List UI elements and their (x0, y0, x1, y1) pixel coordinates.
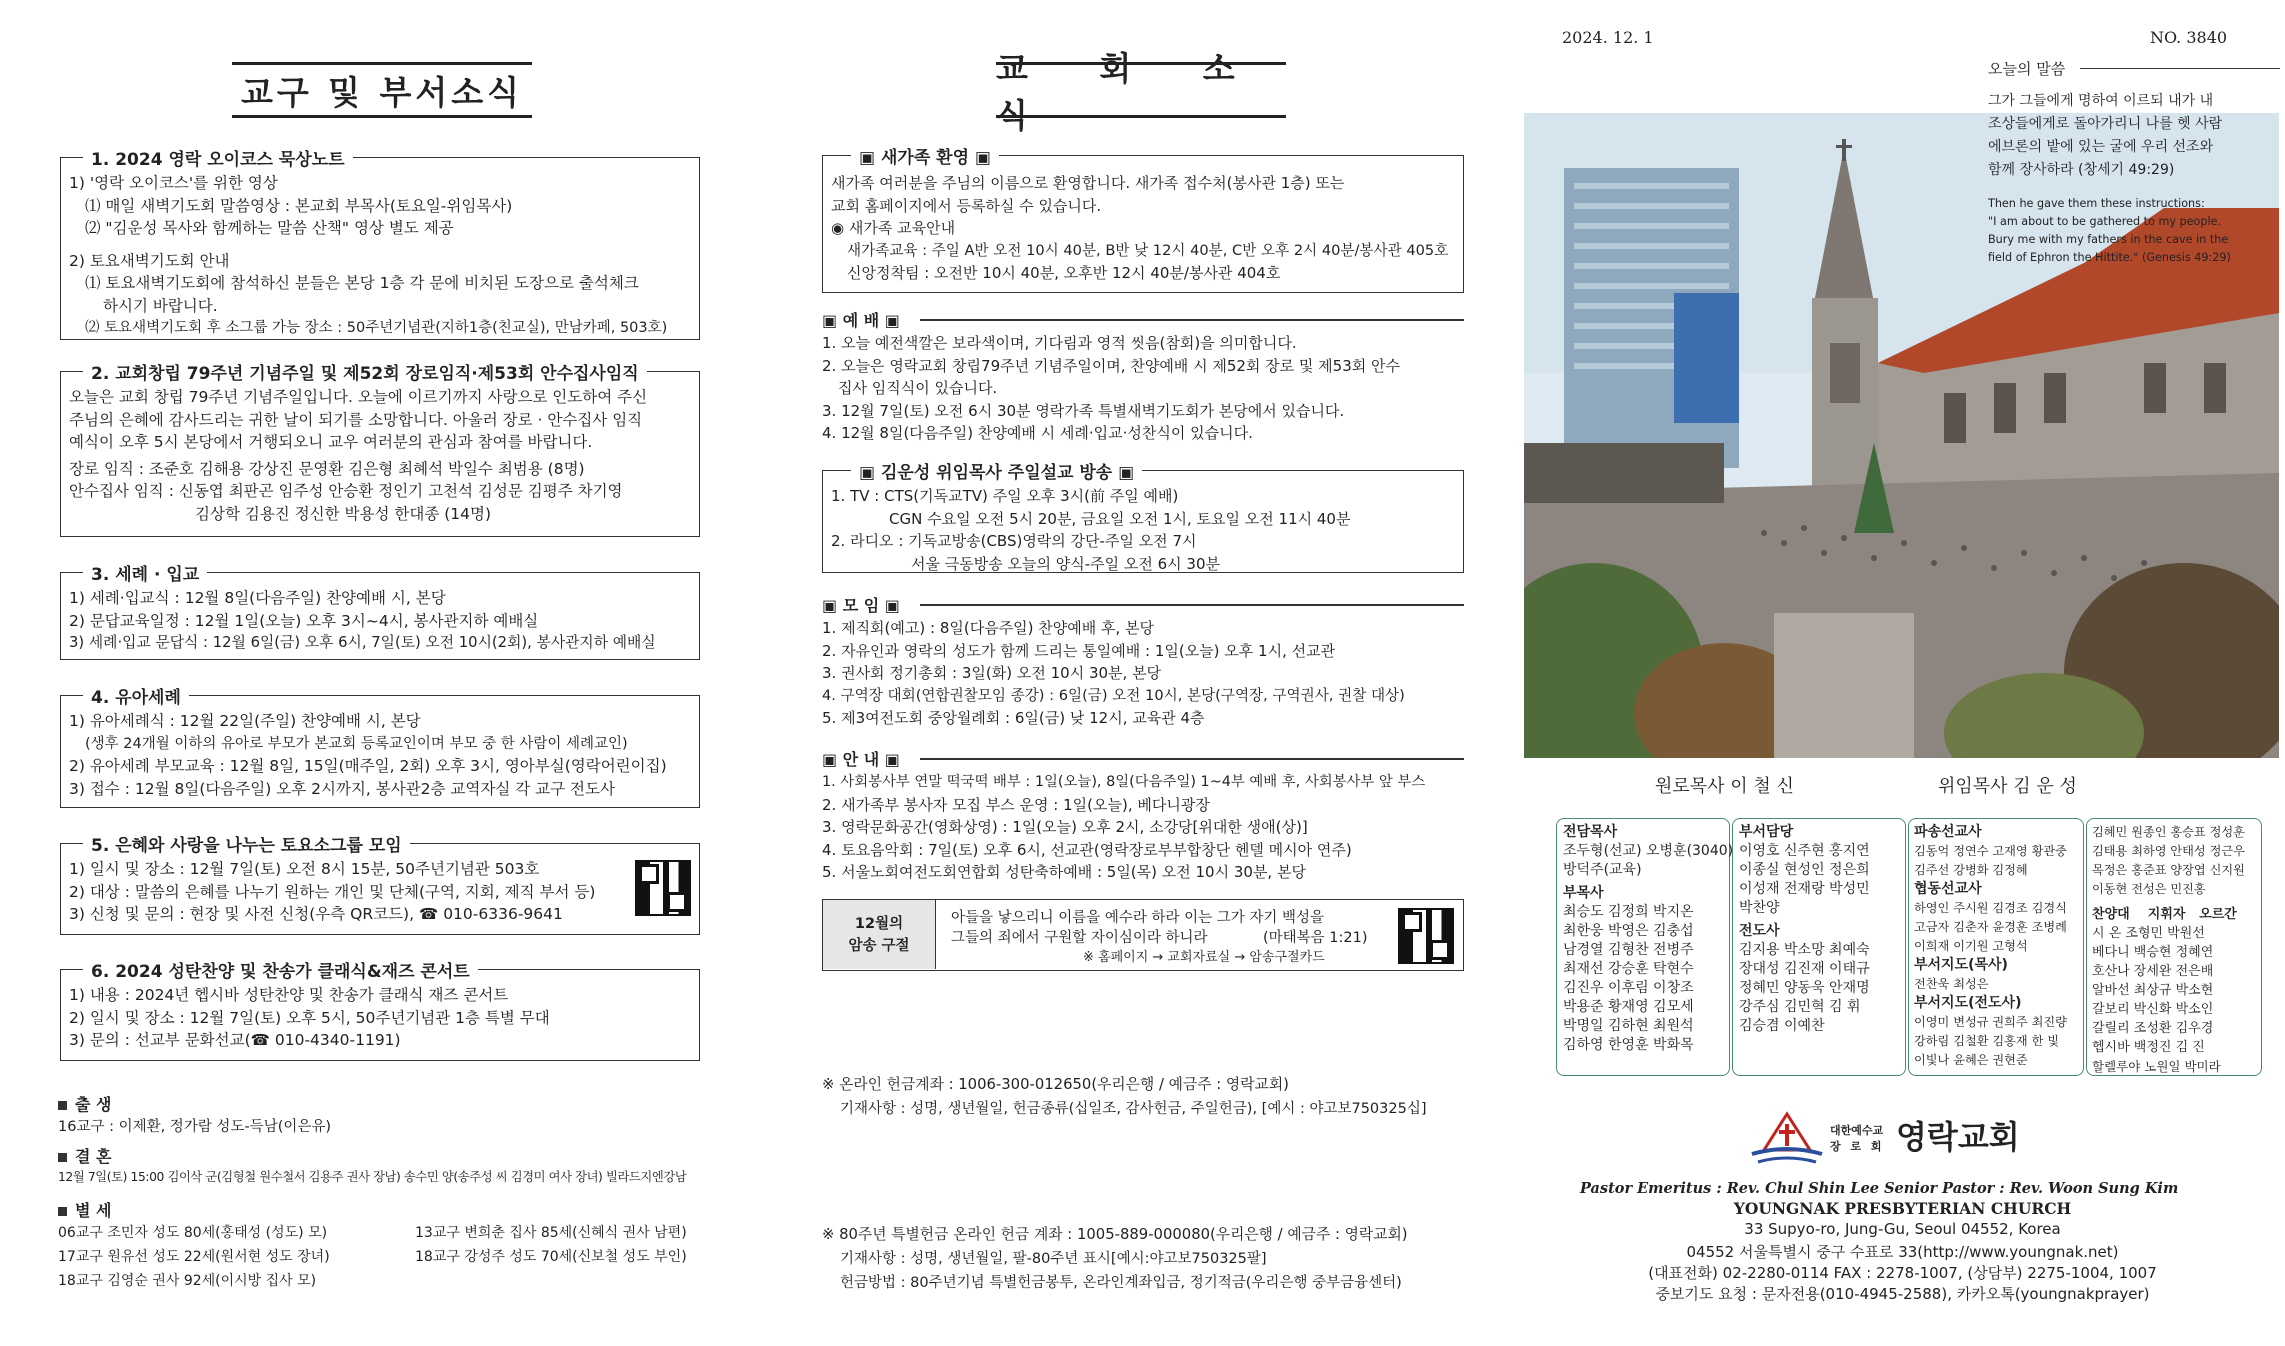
choir-row: 시 온 조형민 박원선 (2092, 926, 2205, 941)
section-oikos (60, 150, 700, 340)
word-title: 오늘의 말씀 (1988, 60, 2066, 78)
line: 1) 유아세례식 : 12월 22일(주일) 찬양예배 시, 본당 (69, 712, 421, 730)
staff-row: 최재선 강승훈 탁현수 (1563, 961, 1694, 977)
funeral-entry: 17교구 원유선 성도 22세(원서현 성도 장녀) (58, 1249, 330, 1265)
special-offering-method: 헌금방법 : 80주년기념 특별헌금봉투, 온라인계좌입금, 정기적금(우리은행 중부금융센터) (840, 1275, 1402, 1291)
birth-title: 출 생 (58, 1092, 111, 1115)
section-title-text: 새가족 환영 (880, 148, 970, 168)
line: 2) 유아세례 부모교육 : 12월 8일, 15일(매주일, 2회) 오후 3시, 영아부실(영락어린이집) (69, 757, 667, 775)
wedding-title: 결 혼 (58, 1144, 111, 1167)
qr-code-icon[interactable] (635, 860, 691, 916)
word-korean (1988, 90, 2222, 182)
line: 2) 문답교육일정 : 12월 1일(오늘) 오후 3시~4시, 봉사관지하 예배실 (69, 611, 539, 630)
line: "I am about to be gathered to my people. (1988, 215, 2222, 228)
online-offering-account: ※ 온라인 헌금계좌 : 1006-300-012650(우리은행 / 예금주 : 영락교회) (822, 1076, 1289, 1093)
staff-row: 박용준 황재영 김모세 (1563, 999, 1694, 1015)
staff-heading: 부서담당 (1739, 824, 1794, 840)
section-title: ▣ 모 임 ▣ (822, 596, 900, 615)
prayer-request: 중보기도 요청 : 문자전용(010-4945-2588), 카카오톡(youngnakprayer) (1655, 1285, 2150, 1303)
staff-table (1914, 823, 2071, 1070)
line: 새가족교육 : 주일 A반 오전 10시 40분, B반 낮 12시 40분, C반 오후 2시 40분/봉사관 405호 (847, 241, 1449, 259)
section-title: 5. 은혜와 사랑을 나누는 토요소그룹 모임 (83, 831, 410, 856)
pastor-emeritus: 원로목사 이 철 신 (1655, 776, 1794, 797)
senior-pastor: 위임목사 김 운 성 (1938, 776, 2077, 797)
staff-row: 강주심 김민혁 김 휘 (1739, 999, 1861, 1015)
memory-label (823, 900, 936, 969)
staff-row: 김동억 정연수 고재영 황관중 (1914, 844, 2067, 858)
page-left (0, 0, 760, 1346)
section-title: ▣ 안 내 ▣ (822, 750, 900, 769)
staff-row: 남경열 김형찬 전병주 (1563, 942, 1694, 958)
section-body (69, 587, 656, 655)
address-korean[interactable]: 04552 서울특별시 중구 수표로 33(http://www.youngnak.net) (1686, 1243, 2119, 1261)
qr-code-icon[interactable] (1398, 908, 1454, 964)
funeral-entry: 18교구 김영순 권사 92세(이시방 집사 모) (58, 1273, 317, 1289)
line: 3. 권사회 정기총회 : 3일(화) 오전 10시 30분, 본당 (822, 664, 1162, 682)
line: (생후 24개월 이하의 유아로 부모가 본교회 등록교인이며 부모 중 한 사람이 세례교인) (85, 735, 628, 752)
church-logo-svg (1748, 1110, 1826, 1168)
staff-row: 조두형(선교) 오병훈(3040) (1563, 843, 1734, 859)
line: ⑵ "김운성 목사와 함께하는 말씀 산책" 영상 별도 제공 (85, 219, 454, 237)
staff-row: 강하림 김철환 김홍재 한 빛 (1914, 1034, 2060, 1048)
line: 1. TV : CTS(기독교TV) 주일 오후 3시(前 주일 예배) (831, 487, 1179, 505)
divider (2080, 68, 2280, 69)
line: 3) 접수 : 12월 8일(다음주일) 오후 2시까지, 봉사관2층 교역자실 각 교구 전도사 (69, 779, 615, 798)
staff-col-1 (1556, 818, 1734, 1076)
page-right (1520, 0, 2285, 1346)
line: 3. 12월 7일(토) 오전 6시 30분 영락가족 특별새벽기도회가 본당에서 있습니다. (822, 401, 1345, 420)
staff-row: 김혜민 원종인 홍승표 정성훈 (2092, 825, 2245, 839)
line: Bury me with my fathers in the cave in the (1988, 233, 2229, 246)
memory-verse-link[interactable]: ※ 홈페이지 → 교회자료실 → 암송구절카드 (1083, 950, 1325, 965)
section-title-text: 예 배 (842, 311, 880, 330)
line: 2) 토요새벽기도회 안내 (69, 251, 230, 270)
staff-row: 고금자 김춘자 윤경훈 조병례 (1914, 920, 2067, 934)
section-body (831, 172, 1448, 285)
staff-row: 김승겸 이예찬 (1739, 1018, 1825, 1034)
line: 2. 라디오 : 기독교방송(CBS)영락의 강단-주일 오전 7시 (831, 532, 1197, 550)
staff-row: 이영호 신주현 홍지연 (1739, 843, 1870, 859)
choir-row: 알바선 최상규 박소현 (2092, 983, 2214, 998)
choir-row: 갈보리 박신화 박소인 (2092, 1002, 2214, 1017)
line: 1) '영락 오이코스'를 위한 영상 (69, 174, 278, 192)
choir-heading-cell: 찬양대 (2092, 907, 2130, 922)
section-body (69, 386, 647, 525)
line: 2. 자유인과 영락의 성도가 함께 드리는 통일예배 : 1일(오늘) 오후 1시, 선교관 (822, 641, 1336, 660)
staff-heading: 전도사 (1739, 923, 1780, 939)
line: 1. 오늘 예전색깔은 보라색이며, 기다림과 영적 씻음(참회)을 의미합니다. (822, 334, 1297, 352)
staff-heading: 부서지도(전도사) (1914, 995, 2022, 1011)
staff-row: 이빛나 윤혜은 권현준 (1914, 1053, 2028, 1067)
special-offering-account: ※ 80주년 특별헌금 온라인 헌금 계좌 : 1005-889-000080(우리은행 / 예금주 : 영락교회) (822, 1226, 1408, 1243)
staff-row: 정혜민 양동욱 안재명 (1739, 980, 1870, 996)
section-broadcast (822, 463, 1464, 573)
section-title: 4. 유아세례 (83, 683, 189, 708)
staff-row: 장대성 김진재 이태규 (1739, 961, 1870, 977)
wedding-text: 12월 7일(토) 15:00 김이삭 군(김형철 원수철서 김용주 권사 장남) 송수민 양(송주성 씨 김경미 여사 장녀) 빌라드지엔강남 (58, 1170, 687, 1184)
line: 예식이 오후 5시 본당에서 거행되오니 교우 여러분의 관심과 참여를 바랍니다. (69, 433, 593, 451)
line: 교회 홈페이지에서 등록하실 수 있습니다. (831, 196, 1102, 215)
section-title-text: 안 내 (842, 750, 880, 769)
line: 김상학 김용진 정신한 박용성 한대종 (14명) (195, 504, 492, 523)
choir-row: 호산나 장세완 전은배 (2092, 964, 2214, 979)
section-welcome (822, 148, 1464, 293)
section-anniversary (60, 364, 700, 537)
online-offering-note: 기재사항 : 성명, 생년월일, 헌금종류(십일조, 감사헌금, 주일헌금), [예시 : 야고보750325십] (840, 1101, 1427, 1117)
section-body (831, 485, 1350, 575)
staff-table (2092, 823, 2249, 1076)
line: 조상들에게로 돌아가리니 나를 헷 사람 (1988, 116, 2223, 132)
section-meetings (822, 617, 1405, 730)
staff-row: 김하영 한영훈 박화목 (1563, 1037, 1694, 1053)
line: 3) 세례·입교 문답식 : 12월 6일(금) 오후 6시, 7일(토) 오전 10시(2회), 봉사관지하 예배실 (69, 634, 656, 651)
staff-heading: 전담목사 (1563, 824, 1618, 840)
line: Then he gave them these instructions: (1988, 197, 2205, 210)
line: 1. 사회봉사부 연말 떡국떡 배부 : 1일(오늘), 8일(다음주일) 1~4부 예배 후, 사회봉사부 앞 부스 (822, 774, 1426, 790)
choir-row: 베다니 백승현 정혜연 (2092, 945, 2214, 960)
staff-heading: 부서지도(목사) (1914, 957, 2008, 973)
line: ◉ 새가족 교육안내 (831, 219, 956, 237)
line: 주님의 은혜에 감사드리는 귀한 날이 되기를 소망합니다. 아울러 장로 · 안수집사 임직 (69, 410, 643, 429)
special-offering-note: 기재사항 : 성명, 생년월일, 팔-80주년 표시[예시:야고보750325팔] (840, 1251, 1267, 1267)
staff-row: 목정은 홍준표 양장엽 신지원 (2092, 863, 2245, 877)
line: 3) 신청 및 문의 : 현장 및 사전 신청(우측 QR코드), ☎ 010-6336-9641 (69, 905, 563, 923)
line: 5. 서울노회여전도회연합회 성탄축하예배 : 5일(목) 오전 10시 30분, 본당 (822, 863, 1306, 881)
funeral-title: 별 세 (58, 1198, 111, 1221)
line: 함께 장사하라 (창세기 49:29) (1988, 162, 2175, 178)
section-notice (822, 771, 1425, 884)
line: 그가 그들에게 명하여 이르되 내가 내 (1988, 93, 2214, 109)
line: 오늘은 교회 창립 79주년 기념주일입니다. 오늘에 이르기까지 사랑으로 인도하여 주신 (69, 388, 648, 406)
funeral-entry: 06교구 조민자 성도 80세(홍태성 (성도) 모) (58, 1225, 328, 1241)
staff-table (1563, 823, 1737, 1055)
staff-row: 박명일 김하현 최원석 (1563, 1018, 1694, 1034)
choir-heading (2092, 899, 2249, 924)
section-title: ▣ 새가족 환영 ▣ (851, 143, 999, 168)
choir-row: 할렐루야 노원일 박미라 (2092, 1059, 2221, 1074)
logo-church-name: 영락교회 (1896, 1118, 2020, 1156)
line: 4. 구역장 대회(연합권찰모임 종강) : 6일(금) 오전 10시, 본당(구역장, 구역권사, 권찰 대상) (822, 686, 1405, 704)
pastors-english: Pastor Emeritus : Rev. Chul Shin Lee Senior Pastor : Rev. Woon Sung Kim (1580, 1180, 2179, 1197)
line: 장로 임직 : 조준호 김해용 강상진 문영환 김은형 최혜석 박일수 최범용 (8명) (69, 459, 585, 478)
memory-verse-ref: (마태복음 1:21) (1263, 930, 1368, 946)
line: 5. 제3여전도회 중앙월례회 : 6일(금) 낮 12시, 교육관 4층 (822, 709, 1205, 727)
line: 1) 세례·입교식 : 12월 8일(다음주일) 찬양예배 시, 본당 (69, 589, 446, 607)
line: 1) 내용 : 2024년 헵시바 성탄찬양 및 찬송가 클래식 재즈 콘서트 (69, 986, 509, 1004)
line: ⑴ 토요새벽기도회에 참석하신 분들은 본당 1층 각 문에 비치된 도장으로 출석체크 (85, 274, 639, 292)
funeral-entry: 13교구 변희춘 집사 85세(신혜식 권사 남편) (415, 1225, 687, 1241)
section-title: ▣ 김운성 위임목사 주일설교 방송 ▣ (851, 458, 1142, 483)
staff-row: 이동현 전성은 민진홍 (2092, 882, 2206, 896)
line: 1) 일시 및 장소 : 12월 7일(토) 오전 8시 15분, 50주년기념관 503호 (69, 860, 540, 878)
memory-label-line: 12월의 (854, 915, 904, 932)
bulletin-date: 2024. 12. 1 (1562, 28, 1654, 47)
staff-row: 전찬욱 최성은 (1914, 977, 1989, 991)
address-english: 33 Supyo-ro, Jung-Gu, Seoul 04552, Korea (1744, 1220, 2061, 1238)
staff-col-4 (2086, 818, 2262, 1076)
section-body (69, 984, 550, 1052)
logo-denomination-2: 장 로 회 (1830, 1140, 1885, 1153)
line: ⑵ 토요새벽기도회 후 소그룹 가능 장소 : 50주년기념관(지하1층(친교실), 만남카페, 503호) (85, 320, 668, 336)
memory-label-line: 암송 구절 (848, 937, 910, 954)
line: CGN 수요일 오전 5시 20분, 금요일 오전 1시, 토요일 오전 11시 40분 (889, 509, 1351, 528)
staff-row: 최한웅 박영은 김충섭 (1563, 923, 1694, 939)
logo-denomination: 대한예수교 (1830, 1124, 1884, 1137)
staff-heading: 파송선교사 (1914, 824, 1982, 840)
section-body (69, 710, 667, 800)
line: 안수집사 임직 : 신동엽 최판곤 임주성 안승환 정인기 고천석 김성문 김평주 차기영 (69, 482, 623, 500)
middle-banner: 교 회 소 식 (996, 62, 1286, 118)
divider (920, 604, 1464, 606)
phone-info: (대표전화) 02-2280-0114 FAX : 2278-1007, (상담부) 2275-1004, 1007 (1648, 1264, 2157, 1282)
left-banner: 교구 및 부서소식 (232, 62, 532, 118)
staff-row: 박찬양 (1739, 900, 1780, 916)
section-title-text: 모 임 (842, 596, 880, 615)
memory-verse-line: 아들을 낳으리니 이름을 예수라 하라 이는 그가 자기 백성을 (951, 910, 1325, 926)
section-title: 3. 세례 · 입교 (83, 560, 207, 585)
staff-row: 이성재 전재랑 박성민 (1739, 881, 1870, 897)
section-worship (822, 332, 1400, 445)
line: ⑴ 매일 새벽기도회 말씀영상 : 본교회 부목사(토요일-위임목사) (85, 196, 513, 215)
staff-table (1739, 823, 1874, 1036)
section-concert (60, 962, 700, 1061)
staff-row: 김주선 강병화 김정혜 (1914, 863, 2028, 877)
line: 에브론의 밭에 있는 굴에 우리 선조와 (1988, 139, 2214, 155)
staff-heading: 협동선교사 (1914, 881, 1982, 897)
church-english-name: YOUNGNAK PRESBYTERIAN CHURCH (1733, 1199, 2072, 1218)
staff-col-3 (1908, 818, 2084, 1076)
divider (920, 319, 1464, 321)
line: 새가족 여러분을 주님의 이름으로 환영합니다. 새가족 접수처(봉사관 1층) 또는 (831, 174, 1345, 192)
section-baptism (60, 565, 700, 660)
line: 2) 일시 및 장소 : 12월 7일(토) 오후 5시, 50주년기념관 1층 특별 무대 (69, 1008, 550, 1027)
line: 2. 오늘은 영락교회 창립79주년 기념주일이며, 찬양예배 시 제52회 장로 및 제53회 안수 (822, 356, 1400, 375)
line: field of Ephron the Hittite." (Genesis 49:29) (1988, 251, 2231, 264)
memory-verse-box (822, 899, 1464, 971)
birth-text: 16교구 : 이제환, 정가람 성도-득남(이은유) (58, 1119, 332, 1135)
choir-row: 헵시바 백정진 김 진 (2092, 1040, 2205, 1055)
staff-row: 하영인 주시원 김경조 김경식 (1914, 901, 2067, 915)
line: 4. 토요음악회 : 7일(토) 오후 6시, 선교관(영락장로부부합창단 헨델 메시아 연주) (822, 840, 1352, 859)
line: 2. 새가족부 봉사자 모집 부스 운영 : 1일(오늘), 베다니광장 (822, 795, 1210, 814)
line: 집사 임직식이 있습니다. (838, 379, 998, 397)
divider (920, 758, 1464, 760)
funeral-entry: 18교구 강성주 성도 70세(신보철 성도 부인) (415, 1249, 687, 1265)
staff-row: 이종실 현성인 정은희 (1739, 862, 1870, 878)
staff-row: 이영미 변성규 권희주 최진량 (1914, 1015, 2067, 1029)
line: 3) 문의 : 선교부 문화선교(☎ 010-4340-1191) (69, 1031, 401, 1049)
section-title: 2. 교회창립 79주년 기념주일 및 제52회 장로임직·제53회 안수집사임직 (83, 359, 647, 384)
section-saturday-group (60, 836, 700, 935)
line: 3. 영락문화공간(영화상영) : 1일(오늘) 오후 2시, 소강당[위대한 생애(상)] (822, 818, 1308, 836)
staff-row: 김지용 박소망 최예숙 (1739, 942, 1870, 958)
staff-row: 김태용 최하영 안태성 정근우 (2092, 844, 2245, 858)
staff-row: 이희재 이기원 고형석 (1914, 939, 2028, 953)
line: 2) 대상 : 말씀의 은혜를 나누기 원하는 개인 및 단체(구역, 지회, 제직 부서 등) (69, 882, 596, 901)
page-middle (760, 0, 1520, 1346)
staff-row: 김진우 이후림 이창조 (1563, 980, 1694, 996)
staff-heading: 부목사 (1563, 885, 1604, 901)
choir-heading-cell: 오르간 (2199, 907, 2237, 922)
line: 서울 극동방송 오늘의 양식-주일 오전 6시 30분 (911, 554, 1220, 573)
staff-row: 최승도 김정희 박지온 (1563, 904, 1694, 920)
line: 1. 제직회(예고) : 8일(다음주일) 찬양예배 후, 본당 (822, 619, 1155, 637)
section-title: ▣ 예 배 ▣ (822, 311, 900, 330)
section-body (69, 858, 595, 926)
section-title: 1. 2024 영락 오이코스 묵상노트 (83, 145, 353, 170)
church-logo-icon (1748, 1110, 1826, 1168)
memory-verse-line: 그들의 죄에서 구원할 자이심이라 하니라 (951, 930, 1208, 946)
choir-row: 갈릴리 조성환 김우경 (2092, 1021, 2214, 1036)
choir-heading-cell: 지휘자 (2147, 907, 2186, 922)
bulletin-number: NO. 3840 (2150, 28, 2228, 47)
line: 4. 12월 8일(다음주일) 찬양예배 시 세례·입교·성찬식이 있습니다. (822, 424, 1253, 442)
line: 신앙정착팀 : 오전반 10시 40분, 오후반 12시 40분/봉사관 404호 (847, 264, 1281, 282)
line: 하시기 바랍니다. (103, 296, 218, 315)
section-body (69, 172, 667, 340)
section-title: 6. 2024 성탄찬양 및 찬송가 클래식&재즈 콘서트 (83, 957, 478, 982)
staff-row: 방덕주(교육) (1563, 862, 1642, 878)
section-infant-baptism (60, 688, 700, 808)
staff-col-2 (1732, 818, 1906, 1076)
section-title-text: 김운성 위임목사 주일설교 방송 (880, 463, 1113, 483)
word-english (1988, 195, 2231, 267)
